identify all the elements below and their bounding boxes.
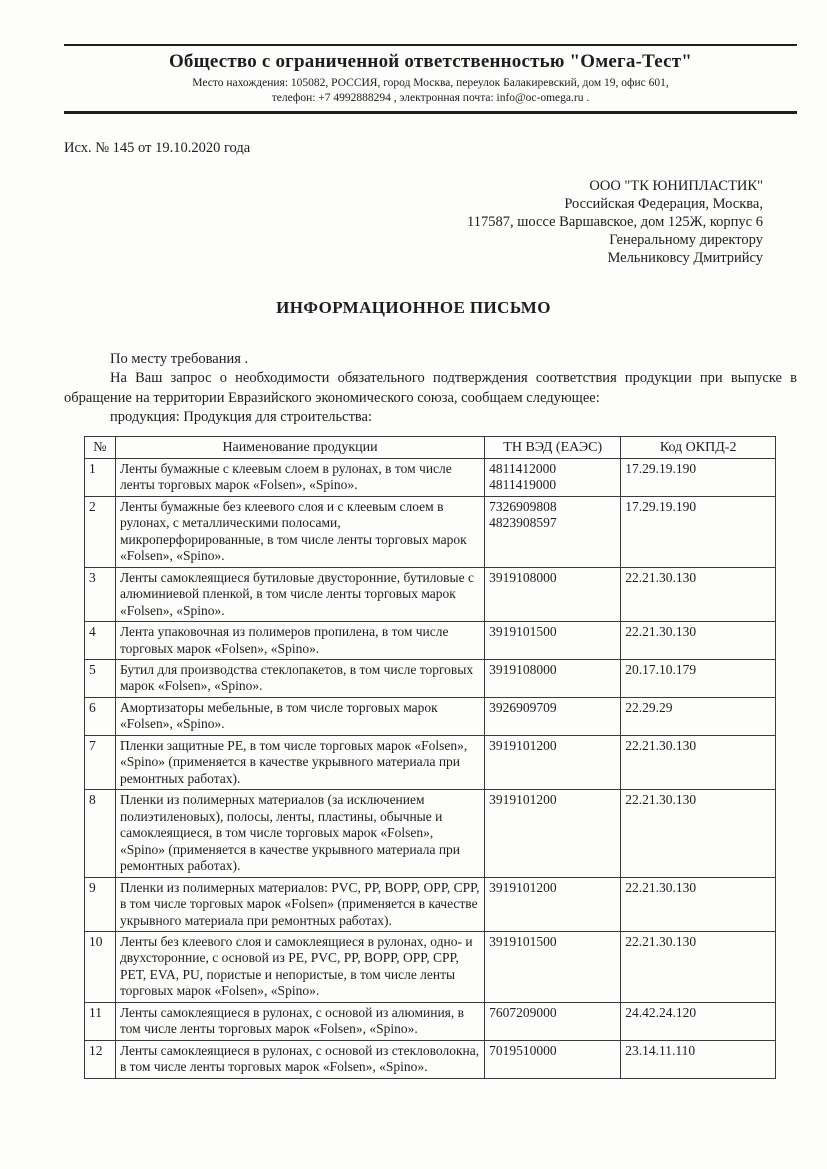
column-header-product-name: Наименование продукции bbox=[115, 436, 484, 458]
cell-tnved-codes bbox=[485, 622, 621, 660]
cell-okpd-code: 22.21.30.130 bbox=[621, 735, 776, 789]
column-header-number: № bbox=[85, 436, 116, 458]
cell-product-name: Бутил для производства стеклопакетов, в том числе торговых марок «Folsen», «Spino». bbox=[115, 659, 484, 697]
tnved-code: 3919108000 bbox=[489, 569, 557, 585]
outgoing-ref-line: Исх. № 145 от 19.10.2020 года bbox=[64, 139, 251, 156]
cell-okpd-code: 17.29.19.190 bbox=[621, 458, 776, 496]
tnved-code: 4823908597 bbox=[489, 515, 557, 531]
table-row bbox=[85, 735, 776, 789]
table-row bbox=[85, 622, 776, 660]
cell-tnved-codes bbox=[485, 735, 621, 789]
cell-row-number: 9 bbox=[85, 877, 116, 931]
cell-okpd-code: 24.42.24.120 bbox=[621, 1002, 776, 1040]
addressee-line: Мельниковсу Дмитрийсу bbox=[607, 250, 763, 267]
tnved-code: 7019510000 bbox=[489, 1042, 557, 1058]
cell-product-name: Пленки защитные PE, в том числе торговых марок «Folsen», «Spino» (применяется в качестве укрывного материала при ремонтных работах). bbox=[115, 735, 484, 789]
cell-row-number: 12 bbox=[85, 1040, 116, 1078]
cell-tnved-codes bbox=[485, 932, 621, 1003]
cell-okpd-code: 22.21.30.130 bbox=[621, 622, 776, 660]
cell-row-number: 2 bbox=[85, 496, 116, 567]
column-header-okpd: Код ОКПД-2 bbox=[621, 436, 776, 458]
tnved-code: 4811419000 bbox=[489, 477, 557, 493]
table-row bbox=[85, 659, 776, 697]
cell-row-number: 11 bbox=[85, 1002, 116, 1040]
addressee-block bbox=[0, 177, 763, 268]
paragraph-product-category: продукция: Продукция для строительства: bbox=[110, 409, 373, 426]
cell-tnved-codes bbox=[485, 877, 621, 931]
table-row bbox=[85, 790, 776, 877]
table-row bbox=[85, 1002, 776, 1040]
cell-tnved-codes bbox=[485, 697, 621, 735]
tnved-code: 7607209000 bbox=[489, 1004, 557, 1020]
tnved-code: 3919101200 bbox=[489, 879, 557, 895]
cell-row-number: 3 bbox=[85, 567, 116, 621]
tnved-code: 4811412000 bbox=[489, 460, 557, 476]
cell-okpd-code: 22.21.30.130 bbox=[621, 567, 776, 621]
cell-tnved-codes bbox=[485, 458, 621, 496]
cell-tnved-codes bbox=[485, 659, 621, 697]
cell-okpd-code: 22.21.30.130 bbox=[621, 790, 776, 877]
table-row bbox=[85, 458, 776, 496]
cell-product-name: Пленки из полимерных материалов (за исключением полиэтиленовых), полосы, ленты, пластины, обычные и самоклеящиеся, в том числе торговых марок «Folsen», «Spino» (применяется в качестве укрывного материала при ремонтных работах). bbox=[115, 790, 484, 877]
cell-row-number: 4 bbox=[85, 622, 116, 660]
company-address: Место нахождения: 105082, РОССИЯ, город Москва, переулок Балакиревский, дом 19, офис 601, bbox=[192, 77, 669, 89]
cell-row-number: 6 bbox=[85, 697, 116, 735]
letterhead bbox=[64, 44, 797, 114]
table-row bbox=[85, 567, 776, 621]
cell-product-name: Ленты самоклеящиеся в рулонах, с основой из стекловолокна, в том числе ленты торговых марок «Folsen», «Spino». bbox=[115, 1040, 484, 1078]
table-row bbox=[85, 932, 776, 1003]
cell-okpd-code: 17.29.19.190 bbox=[621, 496, 776, 567]
tnved-code: 3919101500 bbox=[489, 934, 557, 950]
tnved-code: 3919101200 bbox=[489, 737, 557, 753]
cell-product-name: Ленты самоклеящиеся бутиловые двусторонние, бутиловые с алюминиевой пленкой, в том числе ленты торговых марок «Folsen», «Spino». bbox=[115, 567, 484, 621]
cell-tnved-codes bbox=[485, 1002, 621, 1040]
column-header-tnved: ТН ВЭД (ЕАЭС) bbox=[485, 436, 621, 458]
cell-row-number: 5 bbox=[85, 659, 116, 697]
paragraph-place-of-demand: По месту требования . bbox=[110, 350, 249, 367]
paragraph-response: На Ваш запрос о необходимости обязательного подтверждения соответствия продукции при выпуске в обращение на территории Евразийского экономического союза, сообщаем следующее: bbox=[64, 370, 797, 406]
cell-okpd-code: 23.14.11.110 bbox=[621, 1040, 776, 1078]
cell-row-number: 8 bbox=[85, 790, 116, 877]
cell-product-name: Ленты бумажные с клеевым слоем в рулонах, в том числе ленты торговых марок «Folsen», «Spino». bbox=[115, 458, 484, 496]
cell-product-name: Пленки из полимерных материалов: PVC, PP, BOPP, OPP, CPP, в том числе торговых марок «Folsen» (применяется в качестве укрывного материала при ремонтных работах). bbox=[115, 877, 484, 931]
cell-product-name: Лента упаковочная из полимеров пропилена, в том числе торговых марок «Folsen», «Spino». bbox=[115, 622, 484, 660]
table-row bbox=[85, 697, 776, 735]
cell-row-number: 1 bbox=[85, 458, 116, 496]
cell-product-name: Амортизаторы мебельные, в том числе торговых марок «Folsen», «Spino». bbox=[115, 697, 484, 735]
cell-row-number: 7 bbox=[85, 735, 116, 789]
cell-okpd-code: 22.21.30.130 bbox=[621, 932, 776, 1003]
tnved-code: 3919101500 bbox=[489, 624, 557, 640]
addressee-line: 117587, шоссе Варшавское, дом 125Ж, корпус 6 bbox=[467, 214, 763, 231]
cell-product-name: Ленты бумажные без клеевого слоя и с клеевым слоем в рулонах, с металлическими полосами, микроперфорированные, в том числе ленты торговых марок «Folsen», «Spino». bbox=[115, 496, 484, 567]
cell-tnved-codes bbox=[485, 567, 621, 621]
tnved-code: 3919101200 bbox=[489, 792, 557, 808]
cell-row-number: 10 bbox=[85, 932, 116, 1003]
cell-okpd-code: 20.17.10.179 bbox=[621, 659, 776, 697]
cell-tnved-codes bbox=[485, 1040, 621, 1078]
products-table-body bbox=[85, 458, 776, 1078]
company-name: Общество с ограниченной ответственностью "Омега-Тест" bbox=[168, 51, 693, 72]
table-header-row bbox=[85, 436, 776, 458]
table-row bbox=[85, 496, 776, 567]
cell-product-name: Ленты без клеевого слоя и самоклеящиеся в рулонах, одно- и двухсторонние, с основой из PE, PVC, PP, BOPP, OPP, CPP, PET, EVA, PU, пористые и непористые, в том числе ленты торговых марок «Folsen», «Spino». bbox=[115, 932, 484, 1003]
company-contact: телефон: +7 4992888294 , электронная почта: info@oc-omega.ru . bbox=[271, 91, 590, 104]
letter-title: ИНФОРМАЦИОННОЕ ПИСЬМО bbox=[276, 297, 551, 317]
table-row bbox=[85, 877, 776, 931]
addressee-line: ООО "ТК ЮНИПЛАСТИК" bbox=[589, 177, 763, 194]
table-row bbox=[85, 1040, 776, 1078]
tnved-code: 3926909709 bbox=[489, 699, 557, 715]
tnved-code: 7326909808 bbox=[489, 498, 557, 514]
cell-tnved-codes bbox=[485, 790, 621, 877]
cell-okpd-code: 22.29.29 bbox=[621, 697, 776, 735]
cell-okpd-code: 22.21.30.130 bbox=[621, 877, 776, 931]
cell-tnved-codes bbox=[485, 496, 621, 567]
tnved-code: 3919108000 bbox=[489, 661, 557, 677]
products-table bbox=[84, 436, 776, 1079]
letter-body bbox=[64, 350, 797, 428]
cell-product-name: Ленты самоклеящиеся в рулонах, с основой из алюминия, в том числе ленты торговых марок «Folsen», «Spino». bbox=[115, 1002, 484, 1040]
addressee-line: Генеральному директору bbox=[609, 232, 763, 249]
addressee-line: Российская Федерация, Москва, bbox=[564, 196, 763, 212]
